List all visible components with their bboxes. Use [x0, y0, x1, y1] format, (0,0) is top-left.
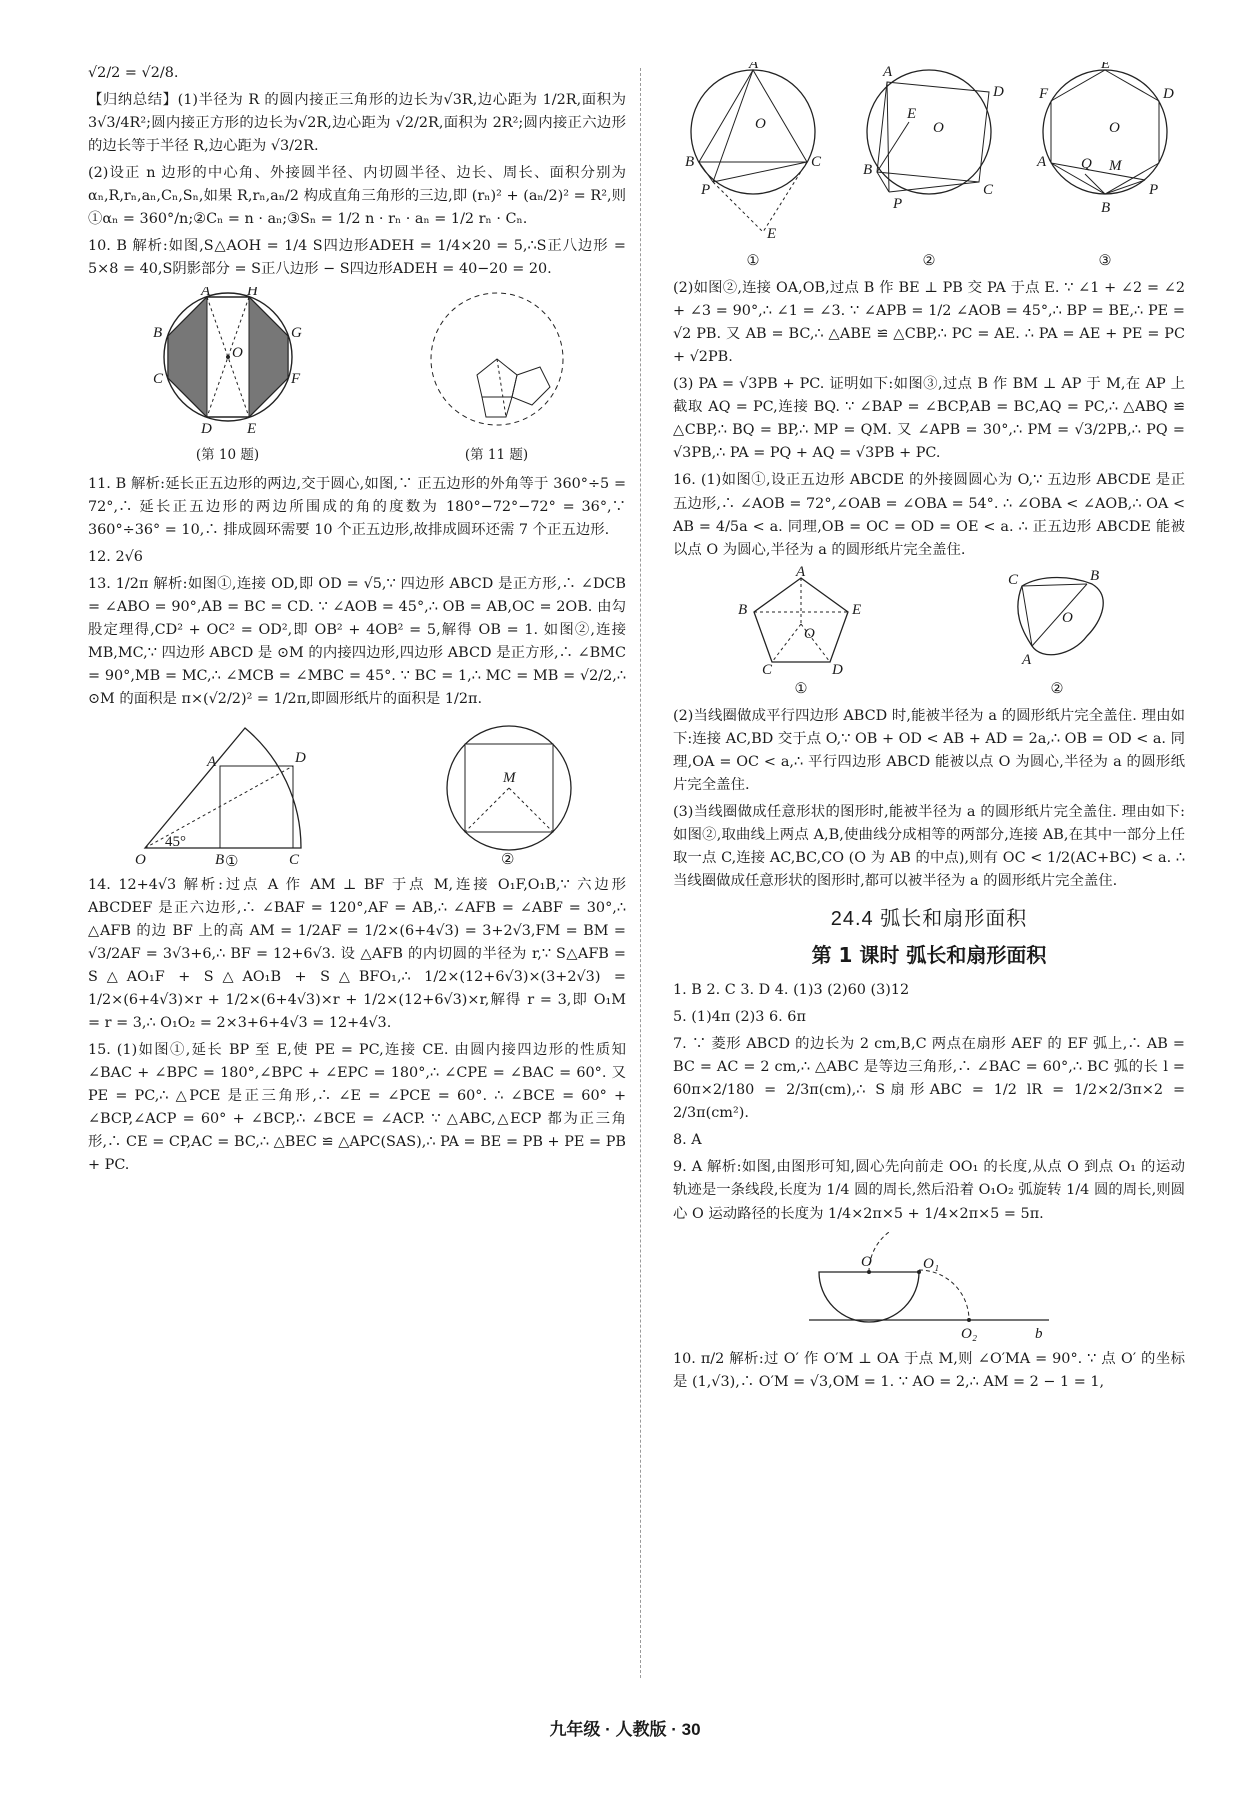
summary-paragraph-1: 【归纳总结】(1)半径为 R 的圆内接正三角形的边长为√3R,边心距为 1/2R,面积为 3√3/4R²;圆内接正方形的边长为√2R,边心距为 √2/2R,面积为 2R²;圆内接正六边形的边长等于半径 R,边心距为 √3/2R. — [88, 92, 626, 155]
answer-11: 11. B 解析:延长正五边形的两边,交于圆心,如图,∵ 正五边形的外角等于 360°÷5 = 72°,∴ 延长正五边形的两边所围成的角的度数为 180°−72°−72° = 36°,∵ 360°÷36° = 10,∴ 排成圆环需要 10 个正五边形,故排成圆环还需 7 个正五边形. — [88, 476, 626, 539]
caption-16-1: ① — [794, 680, 808, 697]
svg-text:O: O — [804, 625, 815, 642]
caption-16-2: ② — [1050, 680, 1064, 697]
svg-text:C: C — [983, 182, 994, 198]
summary-paragraph-2: (2)设正 n 边形的中心角、外接圆半径、内切圆半径、边长、周长、面积分别为 αₙ,R,rₙ,aₙ,Cₙ,Sₙ,如果 R,rₙ,aₙ/2 构成直角三角形的三边,即 (rₙ)² + (aₙ/2)² = R²,则①αₙ = 360°/n;②Cₙ = n · aₙ;③Sₙ = 1/2 n · rₙ · aₙ = 1/2 rₙ · Cₙ. — [88, 165, 626, 228]
figures-15 — [673, 62, 1185, 273]
svg-text:B: B — [738, 601, 748, 618]
svg-text:D: D — [1163, 86, 1174, 102]
svg-text:E: E — [246, 421, 256, 438]
left-column — [88, 62, 626, 1181]
answer-16-2: (2)当线圈做成平行四边形 ABCD 时,能被半径为 a 的圆形纸片完全盖住. 理由如下:连接 AC,BD 交于点 O,∵ OB + OD < AB + AD = 2a,∴ OB = OD < a. 同理,OA = OC < a,∴ 平行四边形 ABCD 能被以点 O 为圆心,半径为 a 的圆形纸片完全盖住. — [673, 707, 1185, 793]
answers-5-6: 5. (1)4π (2)3 6. 6π — [673, 1009, 806, 1026]
answer-10-right: 10. π/2 解析:过 O′ 作 O′M ⊥ OA 于点 M,则 ∠O′MA = 90°. ∵ 点 O′ 的坐标是 (1,√3),∴ O′M = √3,OM = 1. ∵ AO = 2,∴ AM = 2 − 1 = 1, — [673, 1350, 1185, 1390]
section-title: 24.4 弧长和扇形面积 — [830, 908, 1028, 931]
svg-text:P: P — [893, 196, 903, 212]
square-circle-figure-2 — [849, 62, 1009, 242]
svg-text:E: E — [852, 601, 862, 618]
svg-text:M: M — [503, 769, 516, 786]
svg-text:O: O — [861, 1253, 872, 1270]
svg-text:A: A — [796, 565, 806, 580]
pentagon-figure — [736, 566, 866, 676]
svg-text:B: B — [863, 162, 873, 178]
svg-text:O: O — [1062, 609, 1073, 626]
svg-text:②: ② — [501, 851, 515, 868]
svg-text:M: M — [1109, 158, 1122, 174]
caption-fig-3: ③ — [1098, 253, 1112, 270]
svg-text:B: B — [685, 154, 695, 170]
answer-14: 14. 12+4√3 解析:过点 A 作 AM ⊥ BF 于点 M,连接 O₁F,O₁B,∵ 六边形 ABCDEF 是正六边形,∴ ∠BAF = 120°,AF = AB,∴ ∠AFB = ∠ABF = 30°,∴ △AFB 的边 BF 上的高 AM = 1/2AF = 1/2×(6+4√3) = 3+2√3,FM = BM = √3/2AF = 3√3+6,∴ BF = 12+6√3. 设 △AFB 的内切圆的半径为 r,∵ S△AFB = S△AO₁F + S△AO₁B + S△BFO₁,∴ 1/2×(12+6√3)×(3+2√3) = 1/2×(6+4√3)×r + 1/2×(6+4√3)×r + 1/2×(12+6√3)×r,解得 r = 3,即 O₁M = r = 3,∴ O₁O₂ = 2×3+6+4√3 = 12+4√3. — [88, 876, 626, 1031]
answer-8: 8. A — [673, 1132, 702, 1149]
svg-text:D: D — [993, 84, 1004, 100]
pentagon-ring-figure — [422, 287, 572, 437]
caption-fig-2: ② — [922, 253, 936, 270]
answer-16-3: (3)当线圈做成任意形状的图形时,能被半径为 a 的圆形纸片完全盖住. 理由如下:如图②,取曲线上两点 A,B,使曲线分成相等的两部分,连接 AB,在其中一部分上任取一点 C,连接 AC,BC,CO (O 为 AB 的中点),则有 OC < 1/2(AC+BC) < a. ∴ 当线圈做成任意形状的图形时,都可以被半径为 a 的圆形纸片完全盖住. — [673, 803, 1185, 890]
svg-text:O: O — [135, 851, 146, 868]
irregular-shape-figure — [992, 566, 1122, 676]
svg-text:A: A — [883, 64, 893, 80]
svg-text:F: F — [1039, 86, 1049, 102]
svg-text:C: C — [1008, 571, 1019, 588]
svg-text:D: D — [200, 421, 212, 438]
figures-10-11 — [88, 287, 626, 467]
svg-text:O: O — [933, 120, 944, 136]
svg-text:D: D — [295, 749, 306, 766]
figures-13 — [88, 718, 626, 868]
svg-text:A: A — [1022, 651, 1032, 668]
lesson-title: 第 1 课时 弧长和扇形面积 — [811, 943, 1047, 968]
figures-16 — [673, 566, 1185, 676]
column-divider — [640, 68, 641, 1678]
answer-9: 9. A 解析:如图,由图形可知,圆心先向前走 OO₁ 的长度,从点 O 到点 O₁ 的运动轨迹是一条线段,长度为 1/4 圆的周长,然后沿着 O₁O₂ 弧旋转 1/4 圆的周长,则圆心 O 运动路径的长度为 1/4×2π×5 + 1/4×2π×5 = 5π. — [673, 1159, 1185, 1222]
answers-1-4: 1. B 2. C 3. D 4. (1)3 (2)60 (3)12 — [673, 982, 910, 999]
svg-text:C: C — [152, 371, 163, 388]
page-footer: 九年级 · 人教版 · 30 — [549, 1720, 701, 1739]
svg-text:P: P — [701, 182, 711, 198]
caption-fig-1: ① — [746, 253, 760, 270]
figure-16-captions — [673, 678, 1185, 701]
svg-text:Q: Q — [1081, 156, 1092, 172]
svg-text:45°: 45° — [165, 833, 186, 850]
svg-text:B: B — [152, 325, 162, 342]
svg-text:O: O — [1109, 120, 1120, 136]
svg-text:H: H — [246, 287, 258, 300]
svg-text:E: E — [767, 226, 777, 242]
svg-text:E: E — [907, 106, 917, 122]
svg-text:O: O — [231, 345, 243, 362]
answer-16-1: 16. (1)如图①,设正五边形 ABCDE 的外接圆圆心为 O,∵ 五边形 ABCDE 是正五边形,∴ ∠AOB = 72°,∠OAB = ∠OBA = 54°. ∴ ∠OBA < ∠AOB,∴ OA < AB = 4/5a < a. 同理,OB = OC = OD = OE < a. ∴ 正五边形 ABCDE 能被以点 O 为圆心,半径为 a 的圆形纸片完全盖住. — [673, 472, 1185, 558]
answer-12: 12. 2√6 — [88, 549, 143, 566]
svg-text:A: A — [207, 753, 217, 770]
svg-text:B: B — [1090, 567, 1100, 584]
rolling-semicircle-figure — [799, 1232, 1059, 1342]
svg-text:C: C — [762, 661, 773, 676]
octagon-figure — [143, 287, 313, 437]
hexagon-circle-figure-3 — [1025, 62, 1185, 242]
svg-text:A: A — [1037, 154, 1047, 170]
right-column — [673, 62, 1185, 1398]
answer-15: 15. (1)如图①,延长 BP 至 E,使 PE = PC,连接 CE. 由圆内接四边形的性质知 ∠BAC + ∠BPC = 180°,∠BPC + ∠EPC = 180°,∴ ∠CPE = ∠BAC = 60°. 又 PE = PC,∴ △PCE 是正三角形,∴ ∠E = ∠PCE = 60°. ∴ ∠BCE = 60° + ∠BCP,∠ACP = 60° + ∠BCP,∴ ∠BCE = ∠ACP. ∵ △ABC,△ECP 都为正三角形,∴ CE = CP,AC = BC,∴ △BEC ≌ △APC(SAS),∴ PA = BE = PB + PE = PB + PC. — [88, 1041, 626, 1174]
svg-text:C: C — [811, 154, 822, 170]
svg-text:B: B — [215, 851, 225, 868]
answer-13: 13. 1/2π 解析:如图①,连接 OD,即 OD = √5,∵ 四边形 ABCD 是正方形,∴ ∠DCB = ∠ABO = 90°,AB = BC = CD. ∵ ∠AOB = 45°,∴ OB = AB,OC = 2OB. 由勾股定理得,CD² + OC² = OD²,即 OB² + 4OB² = 5,解得 OB = 1. 如图②,连接 MB,MC,∵ 四边形 ABCD 是 ⊙M 的内接四边形,四边形 ABCD 是正方形,∴ ∠BMC = 90°,MB = MC,∴ ∠MCB = ∠MBC = 45°. ∵ BC = 1,∴ MC = MB = √2/2,∴ ⊙M 的面积是 π×(√2/2)² = 1/2π,即圆形纸片的面积是 1/2π. — [88, 576, 626, 708]
svg-text:O₂: O₂ — [961, 1325, 978, 1342]
svg-text:O: O — [755, 116, 766, 132]
text-p0: √2/2 = √2/8. — [88, 65, 179, 81]
svg-text:P: P — [1149, 182, 1159, 198]
svg-text:F: F — [290, 371, 300, 388]
svg-text:A: A — [200, 287, 210, 300]
answer-10: 10. B 解析:如图,S△AOH = 1/4 S四边形ADEH = 1/4×20 = 5,∴S正八边形 = 5×8 = 40,S阴影部分 = S正八边形 − S四边形ADEH = 40−20 = 20. — [88, 238, 626, 278]
answer-7: 7. ∵ 菱形 ABCD 的边长为 2 cm,B,C 两点在扇形 AEF 的 EF 弧上,∴ AB = BC = AC = 2 cm,∴ △ABC 是等边三角形,∴ ∠BAC = 60°,∴ BC 弧的长 l = 60π×2/180 = 2/3π(cm),∴ S扇形ABC = 1/2 lR = 1/2×2/3π×2 = 2/3π(cm²). — [673, 1036, 1185, 1122]
svg-text:G: G — [290, 325, 302, 342]
svg-text:E: E — [1101, 62, 1111, 72]
svg-text:①: ① — [225, 853, 239, 868]
sector-square-figure — [125, 718, 355, 868]
svg-text:D: D — [832, 661, 843, 676]
triangle-circle-figure-1 — [673, 62, 833, 242]
caption-10: (第 10 题) — [195, 447, 260, 464]
answer-15-2: (2)如图②,连接 OA,OB,过点 B 作 BE ⊥ PB 交 PA 于点 E. ∵ ∠1 + ∠2 = ∠2 + ∠3 = 90°,∴ ∠1 = ∠3. ∵ ∠APB = 1/2 ∠AOB = 45°,∴ BP = BE,∴ PE = √2 PB. 又 AB = BC,∴ △ABE ≌ △CBP,∴ PC = AE. ∴ PA = AE + PE = PC + √2PB. — [673, 280, 1185, 366]
svg-text:B: B — [1101, 200, 1111, 216]
svg-text:O₁: O₁ — [923, 1255, 940, 1272]
answer-15-3: (3) PA = √3PB + PC. 证明如下:如图③,过点 B 作 BM ⊥ AP 于 M,在 AP 上截取 AQ = PC,连接 BQ. ∵ ∠BAP = ∠BCP,AB = BC,AQ = PC,∴ △ABQ ≌ △CBP,∴ BQ = BP,∴ MP = QM. 又 ∠APB = 30°,∴ PM = √3/2PB,∴ PQ = √3PB,∴ PA = PQ + AQ = √3PB + PC. — [673, 376, 1185, 462]
inscribed-square-figure — [429, 718, 589, 868]
svg-text:C: C — [289, 851, 300, 868]
caption-11: (第 11 题) — [464, 447, 529, 464]
svg-text:b: b — [1035, 1325, 1043, 1342]
svg-text:A: A — [749, 62, 759, 72]
